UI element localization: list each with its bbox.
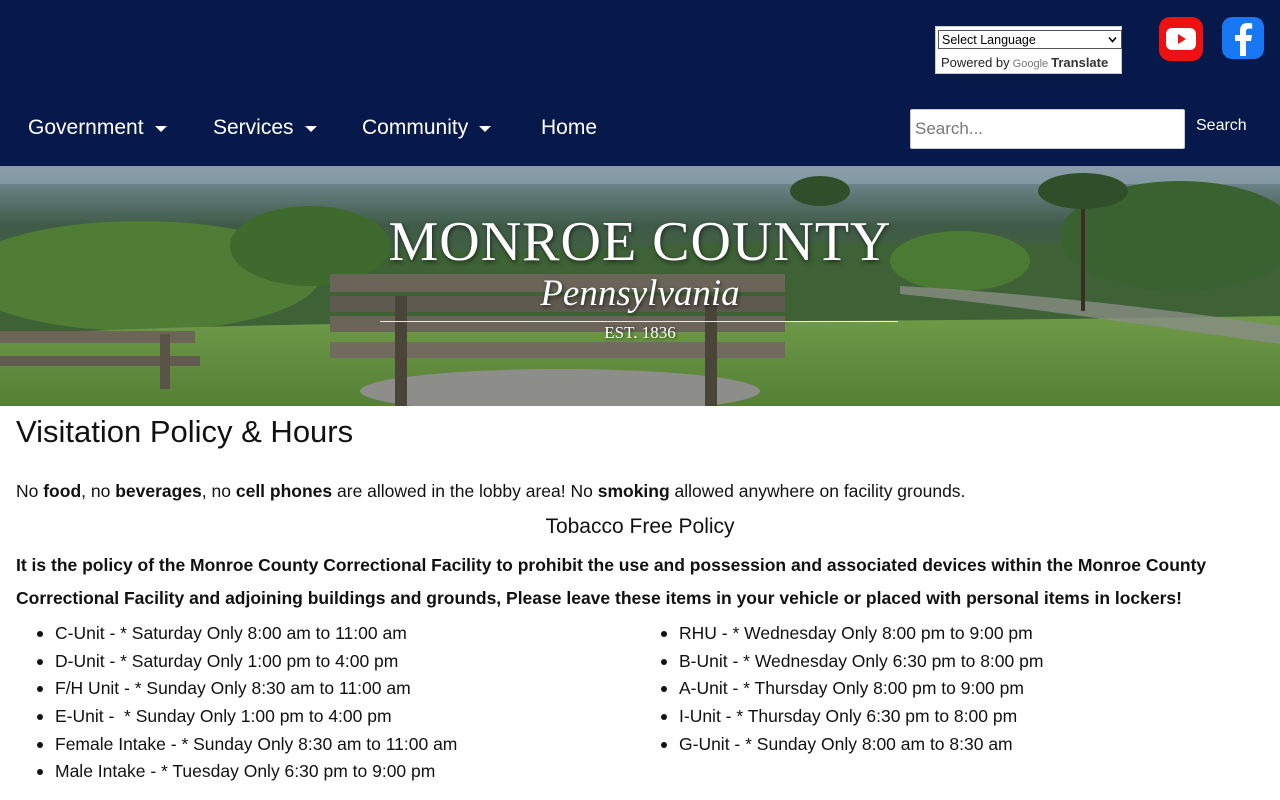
google-logo: Google <box>1012 58 1049 70</box>
list-item: G-Unit - * Sunday Only 8:00 am to 8:30 am <box>640 731 1043 759</box>
nav-community[interactable] <box>362 116 491 140</box>
rules-text: No <box>16 481 44 501</box>
rules-smoking: smoking <box>597 481 670 501</box>
list-item: D-Unit - * Saturday Only 1:00 pm to 4:00 pm <box>16 648 457 676</box>
rules-food: food <box>43 481 82 501</box>
caret-down-icon <box>155 126 167 132</box>
banner-title: MONROE COUNTY <box>388 211 892 273</box>
lobby-rules <box>16 481 965 502</box>
banner-divider <box>380 321 898 322</box>
nav-government-label: Government <box>28 116 144 139</box>
nav-government[interactable] <box>28 116 167 140</box>
translate-link[interactable]: Translate <box>1051 55 1109 70</box>
list-item: Male Intake - * Tuesday Only 6:30 pm to 9:00 pm <box>16 758 457 786</box>
visitation-hours-right <box>640 620 1043 758</box>
nav-home-label: Home <box>541 116 598 139</box>
youtube-icon <box>1166 28 1196 50</box>
nav-community-label: Community <box>362 116 469 139</box>
google-translate-widget <box>935 26 1122 74</box>
list-item: RHU - * Wednesday Only 8:00 pm to 9:00 pm <box>640 620 1043 648</box>
list-item: B-Unit - * Wednesday Only 6:30 pm to 8:00 pm <box>640 648 1043 676</box>
rules-cell-phones: cell phones <box>235 481 333 501</box>
caret-down-icon <box>479 126 491 132</box>
hero-banner <box>0 166 1280 406</box>
banner-established: EST. 1836 <box>604 323 676 342</box>
language-select-label: Select Language <box>942 32 1036 47</box>
visitation-hours-left <box>16 620 457 786</box>
tobacco-policy-heading: Tobacco Free Policy <box>545 515 735 538</box>
search-input[interactable] <box>910 109 1185 149</box>
rules-text: are allowed in the lobby area! No <box>332 481 598 501</box>
facebook-button[interactable] <box>1222 17 1264 59</box>
list-item: Female Intake - * Sunday Only 8:30 am to 11:00 am <box>16 731 457 759</box>
nav-services-label: Services <box>213 116 294 139</box>
list-item: E-Unit - * Sunday Only 1:00 pm to 4:00 pm <box>16 703 457 731</box>
rules-text: , no <box>201 481 236 501</box>
tobacco-policy-text: It is the policy of the Monroe County Correctional Facility to prohibit the use and possession and associated devices within the Monroe County Correctional Facility and adjoining buildings and grounds, Please leave these items in your vehicle or placed with personal items in lockers! <box>16 555 1207 608</box>
search-placeholder: Search... <box>915 119 984 138</box>
chevron-down-icon <box>1107 34 1118 45</box>
banner-subtitle: Pennsylvania <box>540 273 740 314</box>
powered-by-text: Powered by <box>941 55 1010 70</box>
list-item: C-Unit - * Saturday Only 8:00 am to 11:00 am <box>16 620 457 648</box>
search-button[interactable]: Search <box>1196 117 1247 134</box>
nav-services[interactable] <box>213 116 317 140</box>
powered-by-google <box>941 55 1108 70</box>
page-title: Visitation Policy & Hours <box>16 414 354 449</box>
list-item: F/H Unit - * Sunday Only 8:30 am to 11:00 am <box>16 675 457 703</box>
caret-down-icon <box>305 126 317 132</box>
rules-text: , no <box>81 481 116 501</box>
nav-home[interactable] <box>541 116 597 140</box>
rules-beverages: beverages <box>115 481 202 501</box>
facebook-icon <box>1230 20 1256 56</box>
youtube-button[interactable] <box>1159 17 1203 61</box>
site-header <box>0 0 1280 166</box>
list-item: I-Unit - * Thursday Only 6:30 pm to 8:00 pm <box>640 703 1043 731</box>
rules-text: allowed anywhere on facility grounds. <box>669 481 966 501</box>
language-select[interactable] <box>938 30 1122 49</box>
list-item: A-Unit - * Thursday Only 8:00 pm to 9:00 pm <box>640 675 1043 703</box>
